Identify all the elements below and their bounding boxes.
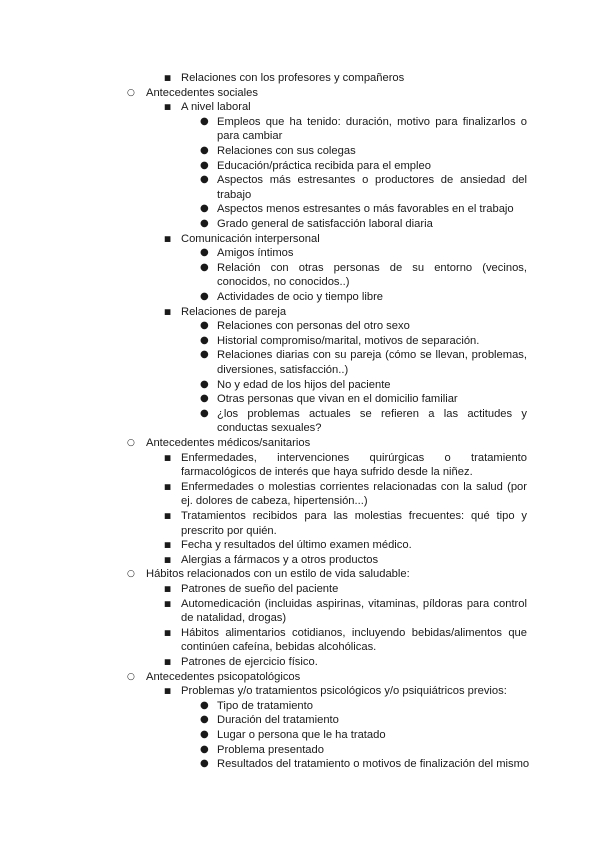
list-item: Relaciones con los profesores y compañeros [181, 72, 405, 84]
list-item-continuation: prescrito por quién. [181, 524, 277, 537]
bullet-level-4-icon: ● [200, 334, 209, 346]
list-item: Relaciones diarias con su pareja (cómo se llevan, problemas, [217, 349, 527, 362]
bullet-level-4-icon: ● [200, 115, 209, 127]
bullet-level-3-icon: ■ [164, 452, 172, 462]
list-item: Problemas y/o tratamientos psicológicos y/o psiquiátricos previos: [181, 685, 507, 698]
bullet-level-2-icon: ○ [127, 671, 135, 682]
list-item-continuation: de natalidad, drogas) [181, 612, 287, 625]
list-item-continuation: trabajo [217, 188, 252, 201]
bullet-level-3-icon: ■ [164, 584, 172, 593]
bullet-level-3-icon: ■ [164, 233, 172, 243]
list-item: Aspectos más estresantes o productores de ansiedad del [217, 174, 527, 187]
bullet-level-4-icon: ● [200, 261, 209, 273]
list-item-continuation: conductas sexuales? [217, 422, 322, 435]
list-item: Educación/práctica recibida para el empleo [217, 159, 431, 172]
list-item: Grado general de satisfacción laboral diaria [217, 218, 433, 230]
bullet-level-4-icon: ● [200, 320, 209, 332]
list-item: Historial compromiso/marital, motivos de separación. [217, 334, 480, 347]
list-item: Lugar o persona que le ha tratado [217, 729, 386, 741]
list-item: Fecha y resultados del último examen médico. [181, 539, 412, 552]
bullet-level-2-icon: ○ [127, 438, 135, 448]
bullet-level-4-icon: ● [200, 393, 209, 405]
bullet-level-3-icon: ■ [164, 657, 172, 666]
bullet-level-3-icon: ■ [164, 554, 172, 564]
bullet-level-4-icon: ● [200, 159, 209, 171]
list-item: ¿los problemas actuales se refieren a las actitudes y [217, 407, 527, 420]
list-item: Relación con otras personas de su entorno (vecinos, [217, 261, 527, 274]
bullet-level-4-icon: ● [200, 203, 209, 215]
list-item-continuation: conocidos, no conocidos..) [217, 276, 350, 289]
bullet-level-4-icon: ● [200, 349, 209, 361]
bullet-level-4-icon: ● [200, 714, 209, 726]
list-item: Patrones de sueño del paciente [181, 583, 339, 595]
list-item: Hábitos alimentarios cotidianos, incluyendo bebidas/alimentos que [181, 626, 527, 639]
list-item-continuation: para cambiar [217, 130, 283, 143]
list-item: Duración del tratamiento [217, 714, 339, 727]
bullet-level-4-icon: ● [200, 291, 209, 302]
bullet-level-3-icon: ■ [164, 102, 172, 112]
list-item: Tipo de tratamiento [217, 699, 313, 712]
bullet-level-2-icon: ○ [127, 87, 135, 98]
list-item: Hábitos relacionados con un estilo de vida saludable: [146, 568, 410, 581]
list-item: Otras personas que vivan en el domicilio familiar [217, 393, 458, 406]
bullet-level-3-icon: ■ [164, 481, 172, 491]
list-item: Enfermedades o molestias corrientes relacionadas con la salud (por [181, 480, 527, 493]
list-item: Problema presentado [217, 743, 324, 756]
bullet-level-4-icon: ● [200, 218, 209, 229]
list-item: Enfermedades, intervenciones quirúrgicas o tratamiento [181, 451, 527, 464]
list-item: Aspectos menos estresantes o más favorables en el trabajo [217, 203, 514, 216]
bullet-level-3-icon: ■ [164, 627, 172, 637]
list-item: Alergias a fármacos y a otros productos [181, 553, 379, 566]
list-item: No y edad de los hijos del paciente [217, 378, 391, 391]
list-item: Empleos que ha tenido: duración, motivo para finalizarlos o [217, 115, 527, 128]
bullet-level-4-icon: ● [200, 378, 209, 390]
bullet-level-4-icon: ● [200, 174, 209, 186]
bullet-level-3-icon: ■ [164, 306, 172, 316]
list-item-continuation: diversiones, satisfacción..) [217, 364, 349, 376]
bullet-level-4-icon: ● [200, 758, 209, 770]
bullet-level-4-icon: ● [200, 729, 209, 740]
list-item: Amigos íntimos [217, 247, 294, 260]
list-item: Antecedentes médicos/sanitarios [146, 437, 311, 449]
bullet-level-3-icon: ■ [164, 598, 172, 608]
list-item: A nivel laboral [181, 101, 251, 114]
bullet-level-4-icon: ● [200, 743, 209, 755]
bullet-level-4-icon: ● [200, 145, 209, 156]
bullet-level-3-icon: ■ [164, 73, 172, 82]
bullet-level-4-icon: ● [200, 247, 209, 259]
bullet-level-4-icon: ● [200, 699, 209, 711]
list-item: Antecedentes psicopatológicos [146, 670, 301, 683]
list-item: Automedicación (incluidas aspirinas, vitaminas, píldoras para control [181, 597, 527, 610]
bullet-level-3-icon: ■ [164, 540, 172, 550]
list-item: Patrones de ejercicio físico. [181, 656, 318, 668]
list-item: Relaciones con sus colegas [217, 145, 356, 157]
bullet-level-3-icon: ■ [164, 686, 172, 696]
list-item-continuation: ej. dolores de cabeza, hipertensión...) [181, 495, 368, 508]
list-item: Resultados del tratamiento o motivos de finalización del mismo [217, 758, 530, 771]
list-item: Comunicación interpersonal [181, 232, 320, 245]
list-item-continuation: continúen cafeína, bebidas alcohólicas. [181, 641, 377, 654]
list-item-continuation: farmacológicos de interés que haya sufrido desde la niñez. [181, 466, 473, 479]
bullet-level-3-icon: ■ [164, 511, 172, 520]
bullet-level-4-icon: ● [200, 407, 209, 419]
bullet-level-2-icon: ○ [127, 569, 135, 580]
list-item: Actividades de ocio y tiempo libre [217, 291, 384, 303]
list-item: Relaciones de pareja [181, 305, 287, 318]
list-item: Relaciones con personas del otro sexo [217, 320, 410, 333]
list-item: Antecedentes sociales [146, 86, 258, 99]
list-item: Tratamientos recibidos para las molestias frecuentes: qué tipo y [181, 510, 527, 522]
